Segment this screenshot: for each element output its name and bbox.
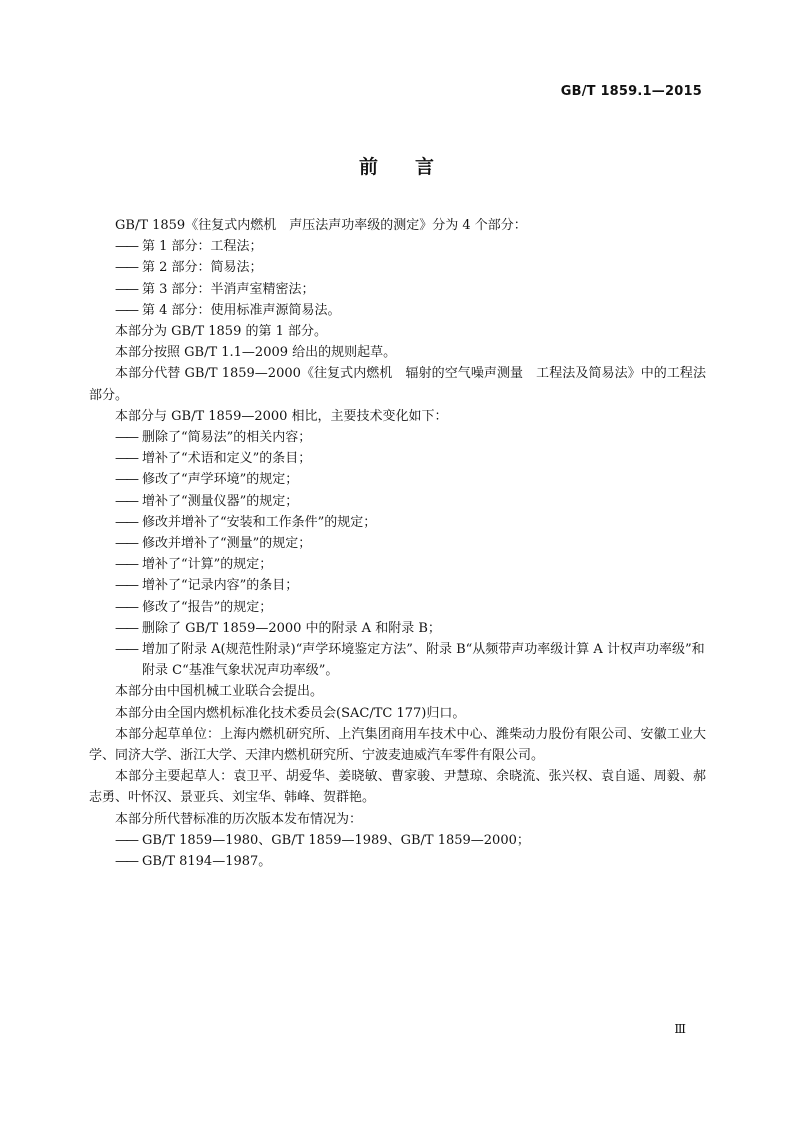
list-item bbox=[89, 512, 706, 533]
dash-marker: —— bbox=[115, 599, 137, 615]
list-item-text: 删除了 GB/T 1859—2000 中的附录 A 和附录 B； bbox=[142, 620, 441, 636]
paragraph: 本部分起草单位：上海内燃机研究所、上汽集团商用车技术中心、潍柴动力股份有限公司、安徽工业大学、同济大学、浙江大学、天津内燃机研究所、宁波麦迪威汽车零件有限公司。 bbox=[89, 726, 706, 764]
list-item-text: 增补了“测量仪器”的规定； bbox=[142, 493, 299, 509]
dash-marker: —— bbox=[115, 239, 137, 255]
dash-marker: —— bbox=[115, 302, 137, 318]
dash-marker: —— bbox=[115, 536, 137, 552]
paragraph: 本部分由中国机械工业联合会提出。 bbox=[115, 684, 324, 700]
list-item-text: 第 4 部分：使用标准声源简易法。 bbox=[142, 302, 341, 318]
paragraph: 本部分按照 GB/T 1.1—2009 给出的规则起草。 bbox=[115, 345, 397, 361]
list-item-text: 增补了“记录内容”的条目； bbox=[142, 578, 299, 594]
list-item-text: 第 3 部分：半消声室精密法； bbox=[142, 281, 315, 297]
list-item bbox=[89, 300, 706, 321]
list-item bbox=[89, 491, 706, 512]
list-item-text: 修改并增补了“测量”的规定； bbox=[142, 536, 312, 552]
list-item bbox=[89, 533, 706, 554]
dash-marker: —— bbox=[115, 281, 137, 297]
list-item-text: 修改了“声学环境”的规定； bbox=[142, 472, 299, 488]
list-item-text: 增加了附录 A(规范性附录)“声学环境鉴定方法”、附录 B“从频带声功率级计算 A 计权声功率级”和附录 C“基准气象状况声功率级”。 bbox=[142, 642, 705, 679]
list-item-text: GB/T 1859—1980、GB/T 1859—1989、GB/T 1859—2000； bbox=[142, 832, 530, 848]
dash-marker: —— bbox=[115, 854, 137, 870]
paragraph: GB/T 1859《往复式内燃机 声压法声功率级的测定》分为 4 个部分： bbox=[115, 218, 527, 233]
dash-marker: —— bbox=[115, 493, 137, 509]
paragraph: 本部分所代替标准的历次版本发布情况为： bbox=[115, 811, 363, 827]
list-item bbox=[89, 597, 706, 618]
list-item bbox=[89, 554, 706, 575]
foreword-body bbox=[89, 215, 706, 872]
dash-marker: —— bbox=[115, 472, 137, 488]
list-item-text: 修改了“报告”的规定； bbox=[142, 599, 273, 615]
paragraph: 本部分由全国内燃机标准化技术委员会(SAC/TC 177)归口。 bbox=[115, 705, 466, 721]
dash-marker: —— bbox=[115, 260, 137, 276]
list-item-text: 第 2 部分：简易法； bbox=[142, 260, 263, 276]
paragraph: 本部分主要起草人：袁卫平、胡爱华、姜晓敏、曹家骏、尹慧琼、余晓流、张兴权、袁自遥、周毅、郝志勇、叶怀汉、景亚兵、刘宝华、韩峰、贺群艳。 bbox=[89, 769, 706, 806]
list-item-text: 删除了“简易法”的相关内容； bbox=[142, 430, 312, 446]
dash-marker: —— bbox=[115, 832, 137, 848]
list-item bbox=[89, 279, 706, 300]
page-title-char-1: 前 bbox=[358, 156, 379, 178]
list-item bbox=[89, 639, 706, 681]
list-item bbox=[89, 257, 706, 278]
paragraph: 本部分代替 GB/T 1859—2000《往复式内燃机 辐射的空气噪声测量 工程法及简易法》中的工程法部分。 bbox=[89, 366, 706, 403]
dash-marker: —— bbox=[115, 620, 137, 636]
paragraph: 本部分为 GB/T 1859 的第 1 部分。 bbox=[115, 324, 328, 340]
list-item-text: 增补了“计算”的规定； bbox=[142, 557, 273, 573]
dash-marker: —— bbox=[115, 642, 137, 658]
page-title-char-2: 言 bbox=[415, 156, 436, 178]
dash-marker: —— bbox=[115, 578, 137, 594]
list-item-text: 增补了“术语和定义”的条目； bbox=[142, 451, 312, 467]
standard-number: GB/T 1859.1—2015 bbox=[560, 84, 702, 99]
dash-marker: —— bbox=[115, 557, 137, 573]
list-item-text: 第 1 部分：工程法； bbox=[142, 239, 263, 255]
paragraph: 本部分与 GB/T 1859—2000 相比，主要技术变化如下： bbox=[115, 408, 448, 424]
list-item bbox=[89, 830, 706, 851]
list-item bbox=[89, 448, 706, 469]
list-item bbox=[89, 469, 706, 490]
dash-marker: —— bbox=[115, 451, 137, 467]
list-item bbox=[89, 618, 706, 639]
page-title bbox=[0, 152, 794, 179]
list-item-text: GB/T 8194—1987。 bbox=[142, 854, 272, 870]
list-item-text: 修改并增补了“安装和工作条件”的规定； bbox=[142, 514, 377, 530]
dash-marker: —— bbox=[115, 514, 137, 530]
list-item bbox=[89, 236, 706, 257]
list-item bbox=[89, 575, 706, 596]
list-item bbox=[89, 427, 706, 448]
dash-marker: —— bbox=[115, 430, 137, 446]
list-item bbox=[89, 851, 706, 872]
page-number: Ⅲ bbox=[674, 1022, 686, 1036]
